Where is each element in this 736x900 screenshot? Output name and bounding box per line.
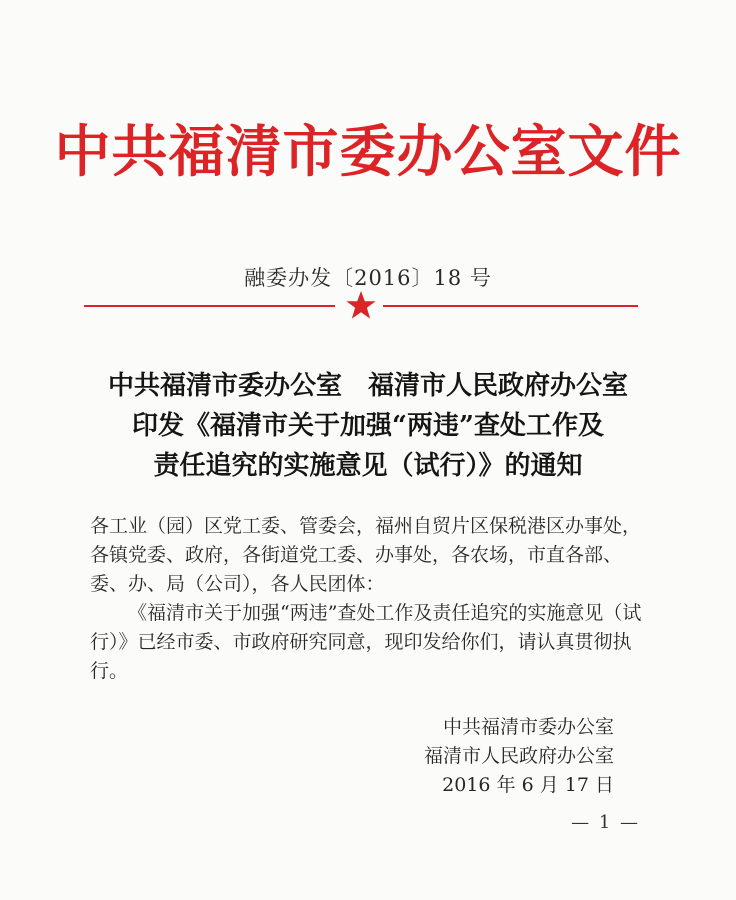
signature-org-2: 福清市人民政府办公室 [423, 745, 614, 767]
notice-title-line-2: 印发《福清市关于加强“两违”查处工作及 [132, 411, 604, 441]
page-number: — 1 — [571, 812, 640, 833]
document-number: 融委办发〔2016〕18 号 [244, 266, 492, 290]
notice-title-line-3: 责任追究的实施意见（试行）》的通知 [153, 451, 583, 481]
document-header-title: 中共福清市委办公室文件 [54, 119, 682, 185]
signature-org-1: 中共福清市委办公室 [442, 716, 614, 738]
notice-title-line-1: 中共福清市委办公室 福清市人民政府办公室 [107, 371, 628, 401]
red-rule-right [383, 305, 638, 307]
red-rule-left [84, 305, 335, 307]
notice-title [40, 366, 696, 486]
notice-body [90, 512, 650, 686]
main-paragraph: 《福清市关于加强“两违”查处工作及责任追究的实施意见（试行）》已经市委、市政府研究同意，现印发给你们，请认真贯彻执行。 [90, 602, 642, 682]
recipients-paragraph: 各工业（园）区党工委、管委会，福州自贸片区保税港区办事处，各镇党委、政府，各街道党工委、办事处，各农场，市直各部、委、办、局（公司），各人民团体： [90, 515, 642, 595]
signature-date: 2016 年 6 月 17 日 [442, 774, 614, 796]
red-star-icon [345, 290, 377, 320]
